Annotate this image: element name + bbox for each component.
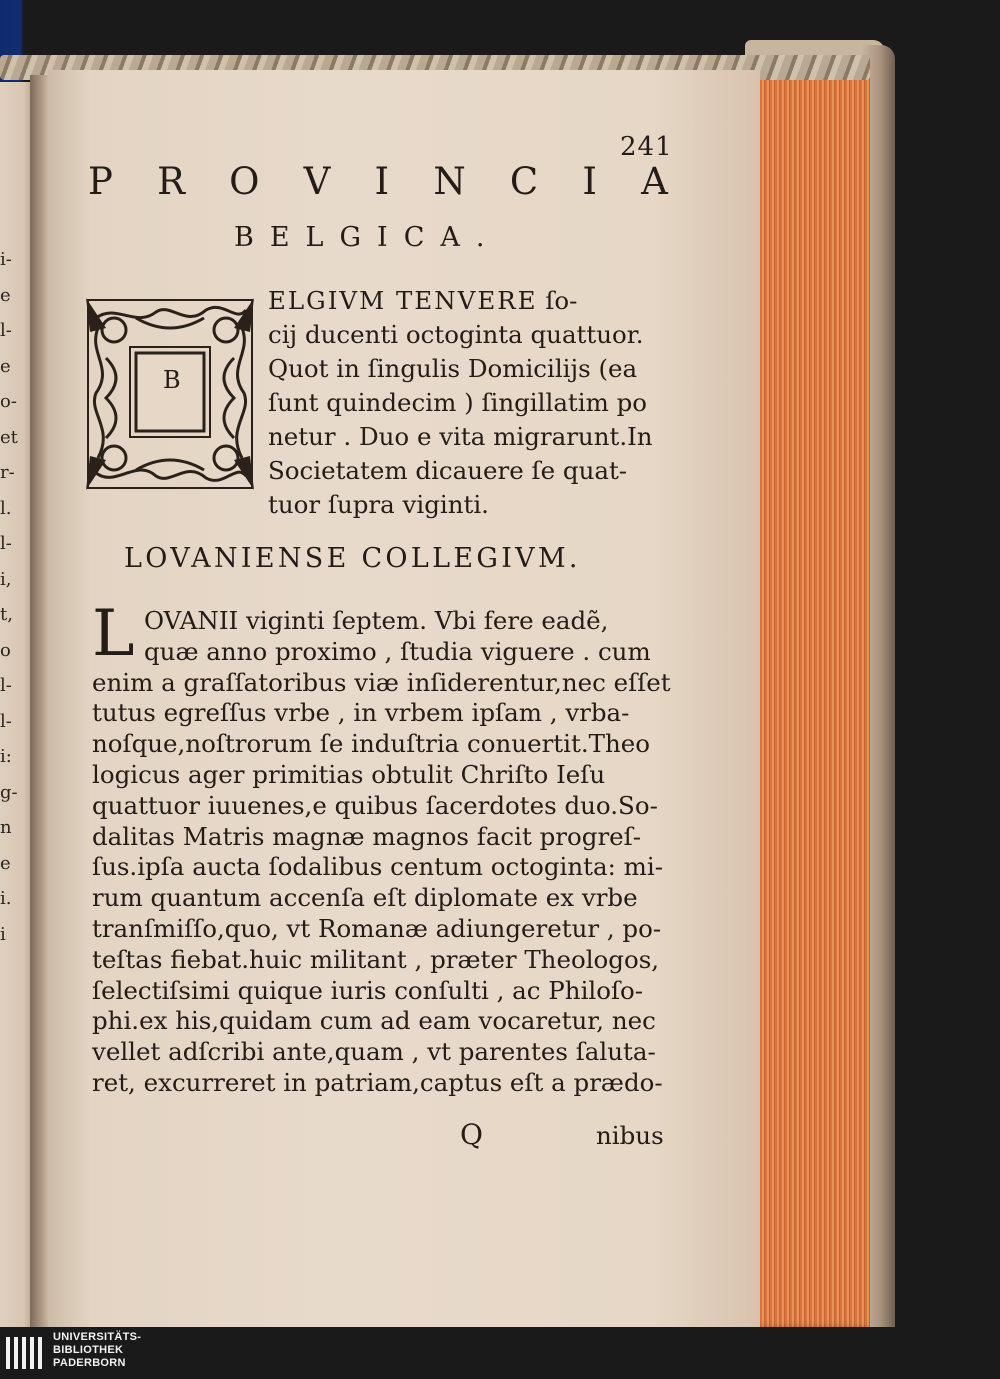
initial-letter: B bbox=[163, 366, 181, 394]
catchword: nibus bbox=[596, 1121, 664, 1150]
drop-cap: L bbox=[92, 597, 135, 671]
ornament-frame-icon bbox=[86, 298, 254, 490]
section-heading: LOVANIENSE COLLEGIVM. bbox=[124, 543, 581, 574]
text-line bbox=[268, 386, 678, 420]
text-line: rum quantum accenſa eſt diplomate ex vrbe bbox=[92, 883, 638, 913]
signature-mark: Q bbox=[460, 1118, 483, 1151]
text-line: phi.ex his,quidam cum ad eam vocaretur, nec bbox=[92, 1006, 656, 1036]
intro-paragraph bbox=[268, 284, 678, 522]
decorated-initial bbox=[86, 298, 254, 490]
edge-fragment: g- bbox=[0, 781, 18, 803]
text-line bbox=[268, 488, 678, 522]
small-caps-text: ELGIVM TENVERE bbox=[268, 286, 538, 315]
edge-fragment: e bbox=[0, 284, 11, 306]
edge-fragment: t, bbox=[0, 604, 13, 625]
text-line: enim a graſſatoribus viæ inſiderentur,nec eſſet bbox=[92, 667, 671, 697]
title-letter: O bbox=[229, 160, 260, 203]
page-number: 241 bbox=[620, 132, 673, 162]
text-line: vellet adſcribi ante,quam , vt parentes ſaluta- bbox=[92, 1037, 656, 1067]
logo-line: PADERBORN bbox=[53, 1357, 126, 1369]
text-line bbox=[268, 284, 678, 318]
line-text: Societatem dicauere ſe quat- bbox=[268, 456, 628, 485]
title-letter: V bbox=[303, 160, 331, 203]
edge-fragment: et bbox=[0, 426, 18, 448]
left-page-edge-text bbox=[0, 242, 24, 952]
text-line: ret, excurreret in patriam,captus eſt a prædo- bbox=[92, 1067, 663, 1097]
line-text: cij ducenti octoginta quattuor. bbox=[268, 320, 644, 349]
title-letter: R bbox=[157, 160, 185, 203]
line-text: netur . Duo e vita migrarunt.In bbox=[268, 422, 653, 451]
edge-fragment: r- bbox=[0, 462, 15, 483]
text-line: ſelectiſsimi quique iuris conſulti , ac Philoſo- bbox=[92, 975, 644, 1005]
edge-fragment: o- bbox=[0, 391, 17, 412]
page-fore-edge bbox=[745, 62, 870, 1327]
edge-fragment: i- bbox=[0, 249, 12, 270]
edge-fragment: i. bbox=[0, 888, 12, 909]
line-text: tuor ſupra viginti. bbox=[268, 490, 489, 519]
page-title bbox=[88, 160, 668, 203]
title-letter: C bbox=[509, 160, 539, 203]
text-line: quattuor iuuenes,e quibus ſacerdotes duo.So- bbox=[92, 790, 658, 820]
text-line: noſque,noſtrorum ſe induſtria conuertit.Theo bbox=[92, 729, 650, 759]
title-letter: P bbox=[88, 160, 113, 203]
text-line bbox=[268, 318, 678, 352]
edge-fragment: n bbox=[0, 817, 12, 838]
text-line: logicus ager primitias obtulit Chriſto Ieſu bbox=[92, 759, 606, 789]
text-line: tutus egreſſus vrbe , in vrbem ipſam , vrba- bbox=[92, 698, 630, 728]
text-line: dalitas Matris magnæ magnos facit progreſ- bbox=[92, 821, 642, 851]
edge-fragment: o bbox=[0, 639, 11, 661]
edge-fragment: i: bbox=[0, 746, 12, 767]
edge-fragment: i bbox=[0, 923, 6, 945]
text-line: quæ anno proximo , ſtudia viguere . cum bbox=[144, 636, 651, 666]
edge-fragment: l- bbox=[0, 533, 12, 554]
text-line: teſtas fiebat.huic militant , præter Theologos, bbox=[92, 944, 660, 974]
line-text: Quot in ſingulis Domicilijs (ea bbox=[268, 354, 638, 383]
library-footer bbox=[0, 1327, 1000, 1379]
body-text bbox=[92, 597, 684, 1099]
library-logo-text bbox=[53, 1331, 141, 1370]
text-line: OVANII viginti ſeptem. Vbi fere eadẽ, bbox=[144, 606, 609, 635]
text-line: ſus.ipſa aucta ſodalibus centum octoginta: mi- bbox=[92, 852, 663, 882]
edge-fragment: l- bbox=[0, 320, 12, 341]
logo-line: BIBLIOTHEK bbox=[53, 1344, 124, 1356]
text-line bbox=[268, 454, 678, 488]
text-line bbox=[268, 352, 678, 386]
text-line: tranſmiſſo,quo, vt Romanæ adiungeretur , po- bbox=[92, 913, 662, 943]
edge-fragment: l- bbox=[0, 675, 12, 696]
text-line bbox=[268, 420, 678, 454]
page-subtitle: BELGICA. bbox=[234, 222, 501, 253]
edge-fragment: e bbox=[0, 355, 11, 377]
title-letter: I bbox=[374, 160, 390, 203]
library-logo-icon bbox=[6, 1333, 46, 1373]
logo-line: UNIVERSITÄTS- bbox=[53, 1331, 142, 1343]
line-text: ſunt quindecim ) ſingillatim po bbox=[268, 388, 648, 417]
title-letter: N bbox=[433, 160, 466, 203]
title-letter: A bbox=[641, 160, 668, 203]
title-letter: I bbox=[582, 160, 597, 203]
edge-fragment: e bbox=[0, 852, 11, 874]
edge-fragment: i, bbox=[0, 568, 12, 590]
edge-fragment: l- bbox=[0, 710, 12, 732]
line-text: ſo- bbox=[537, 286, 578, 315]
edge-fragment: l. bbox=[0, 497, 12, 519]
